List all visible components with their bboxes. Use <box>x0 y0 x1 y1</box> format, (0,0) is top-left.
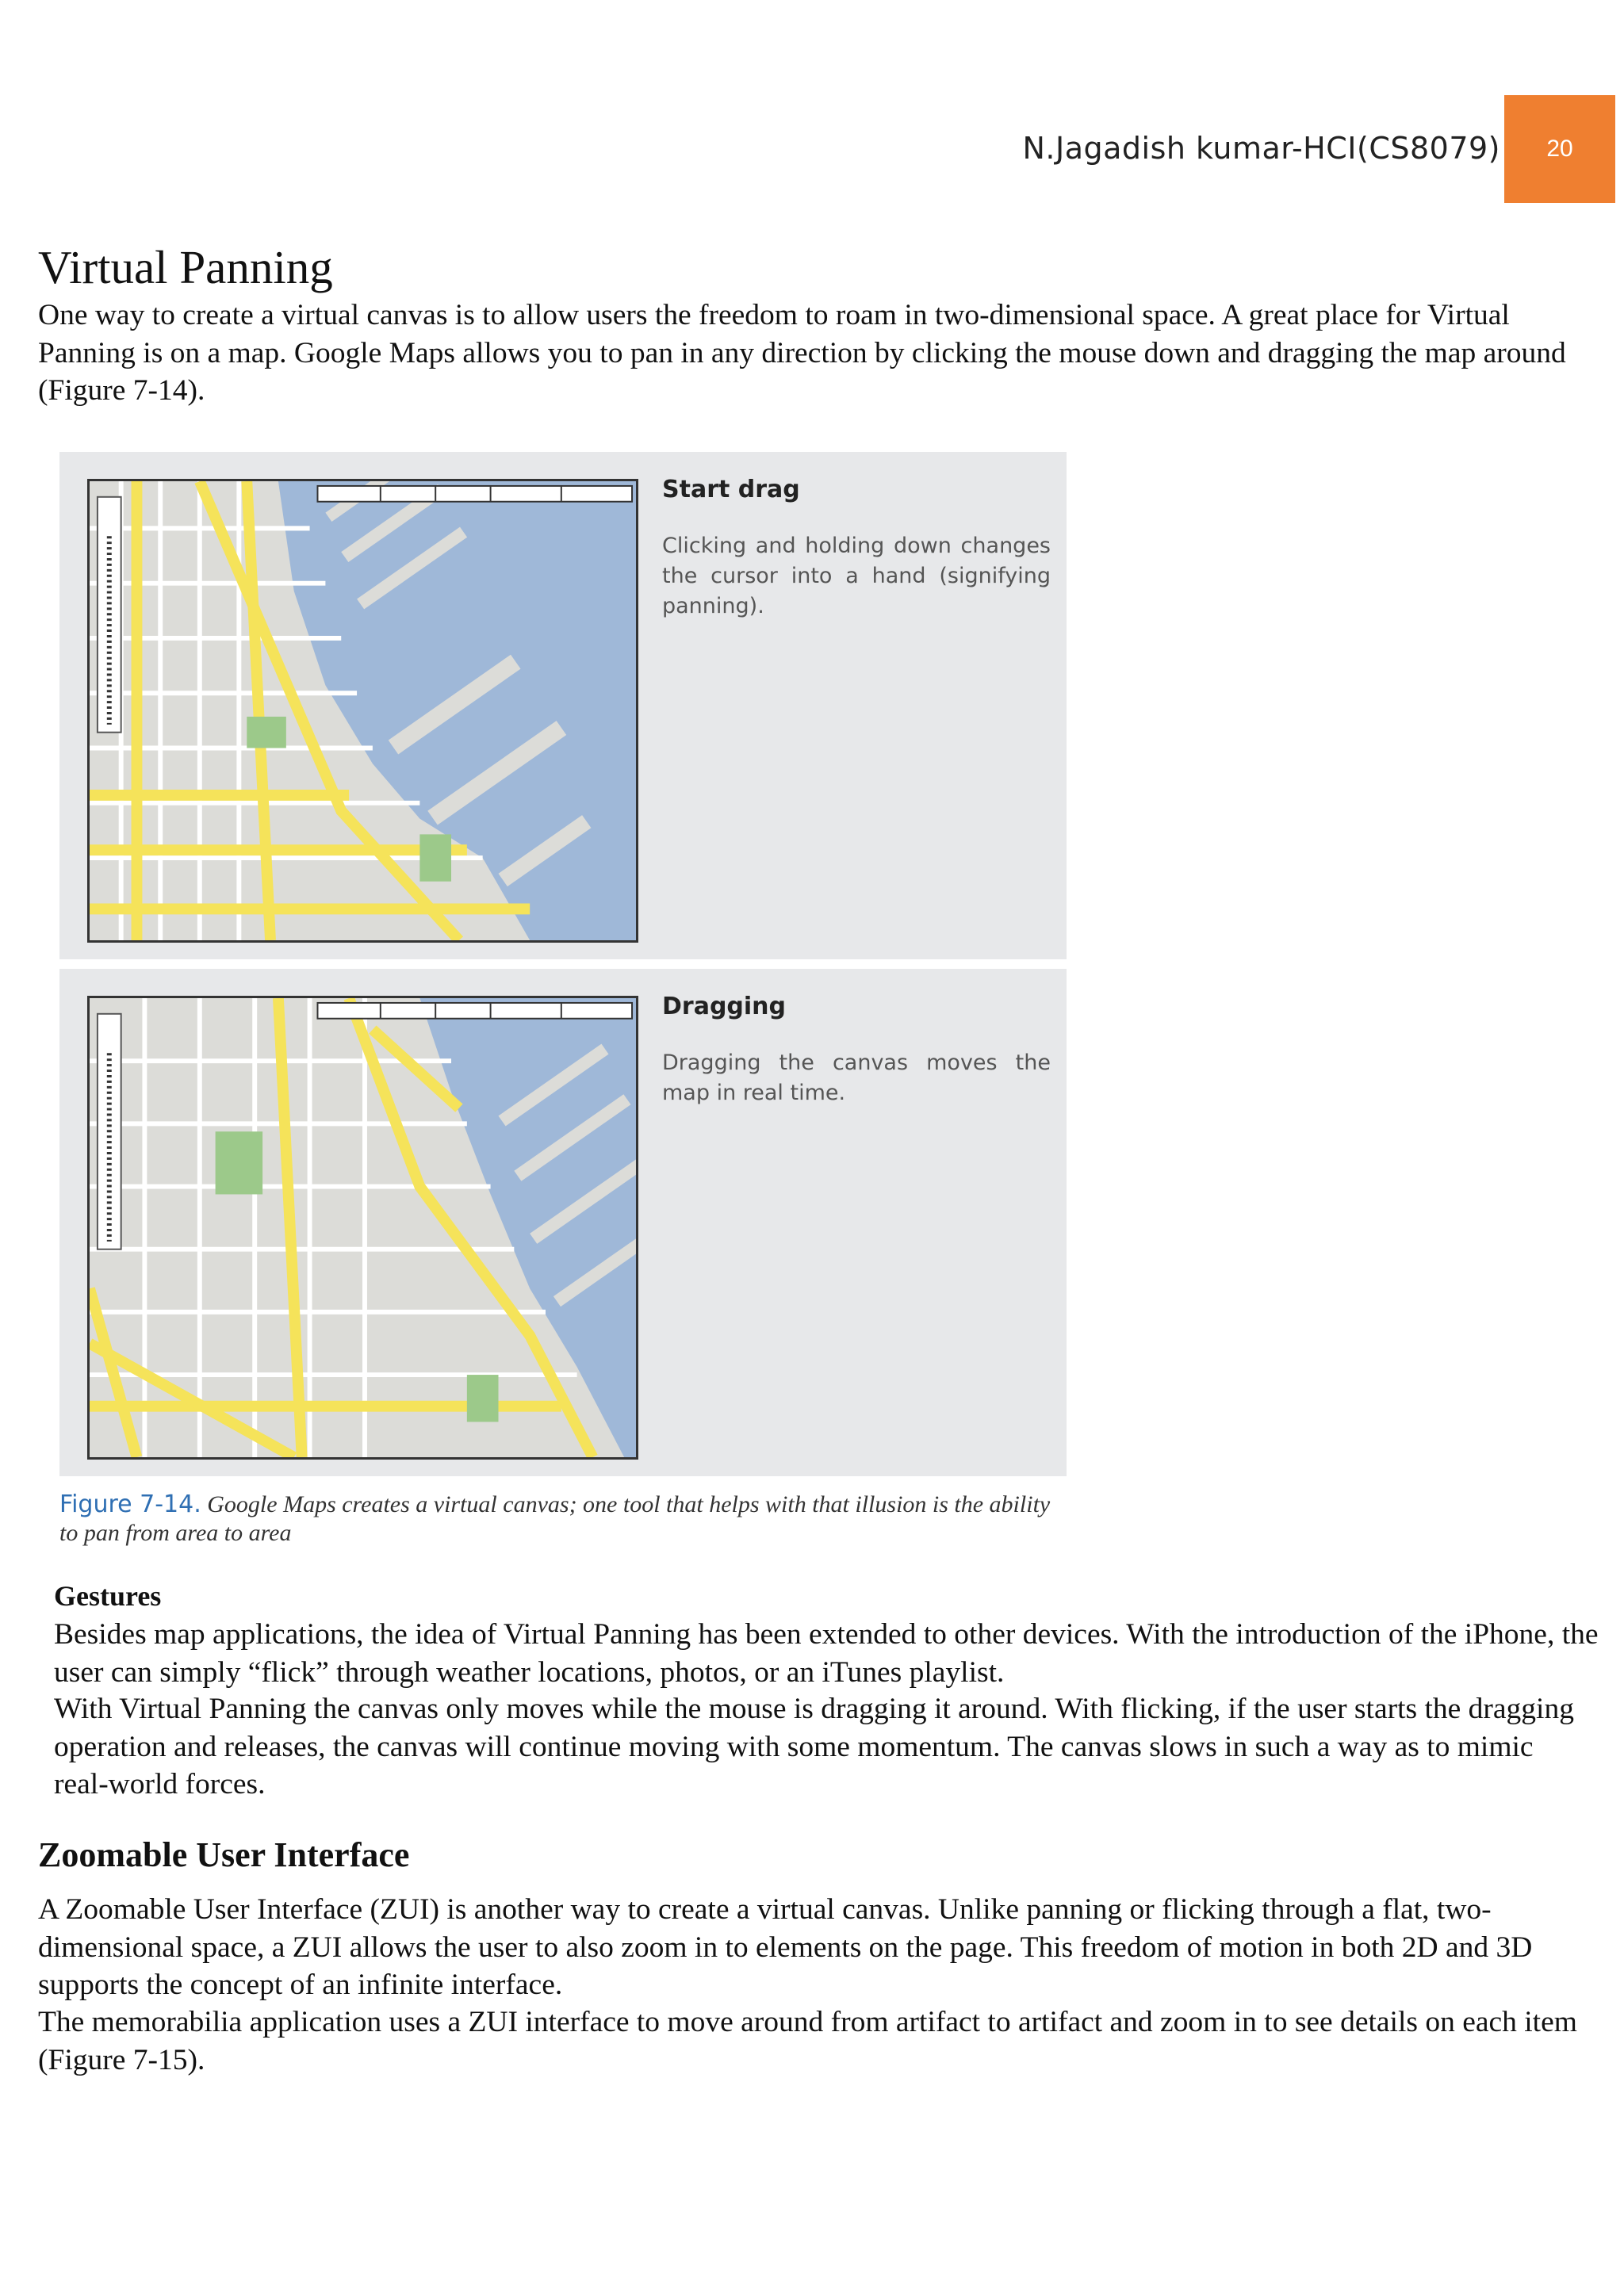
map-screenshot-dragging <box>87 996 638 1460</box>
figure-caption-label: Figure 7-14. <box>59 1490 201 1518</box>
gestures-paragraph-2: With Virtual Panning the canvas only moves while the mouse is dragging it around. With flicking, if the user starts the dragging operation and releases, the canvas will continue moving with some momentum. The canvas slows in such a way as to mimic real-world forces. <box>54 1693 1574 1800</box>
section-title-virtual-panning: Virtual Panning <box>38 241 333 293</box>
zui-paragraph-2: The memorabilia application uses a ZUI interface to move around from artifact to artifact and zoom in to see details on each item (Figure 7-15). <box>38 2006 1577 2076</box>
figure-panel-start-drag <box>59 452 1067 959</box>
figure-panel-dragging <box>59 969 1067 1476</box>
virtual-panning-paragraph: One way to create a virtual canvas is to allow users the freedom to roam in two-dimensional space. A great place for Virtual Panning is on a map. Google Maps allows you to pan in any direction by clicking the mouse down and dragging the map around (Figure 7-14). <box>38 299 1566 407</box>
zui-title: Zoomable User Interface <box>38 1835 410 1874</box>
gestures-paragraph-1: Besides map applications, the idea of Virtual Panning has been extended to other devices. With the introduction of the iPhone, the user can simply “flick” through weather locations, photos, or an iTunes playlist. <box>54 1618 1599 1689</box>
zui-paragraph-1: A Zoomable User Interface (ZUI) is another way to create a virtual canvas. Unlike panning or flicking through a flat, two-dimensional space, a ZUI allows the user to also zoom in to elements on the page. This freedom of motion in both 2D and 3D supports the concept of an infinite interface. <box>38 1893 1533 2001</box>
map-screenshot-start-drag <box>87 479 638 943</box>
panel-title-start-drag: Start drag <box>662 476 800 503</box>
panel-title-dragging: Dragging <box>662 993 787 1020</box>
panel-desc-dragging: Dragging the canvas moves the map in real time. <box>662 1050 1051 1105</box>
figure-caption-text: Google Maps creates a virtual canvas; one tool that helps with that illusion is the ability to pan from area to area <box>59 1491 1051 1546</box>
map-image <box>90 998 636 1457</box>
panel-desc-start-drag: Clicking and holding down changes the cursor into a hand (signifying panning). <box>662 534 1051 618</box>
map-image <box>90 481 636 940</box>
gestures-title: Gestures <box>54 1580 162 1612</box>
figure-caption <box>59 1490 1068 1548</box>
header-author: N.Jagadish kumar-HCI(CS8079) <box>1022 131 1500 166</box>
page-number-badge: 20 <box>1504 95 1615 203</box>
